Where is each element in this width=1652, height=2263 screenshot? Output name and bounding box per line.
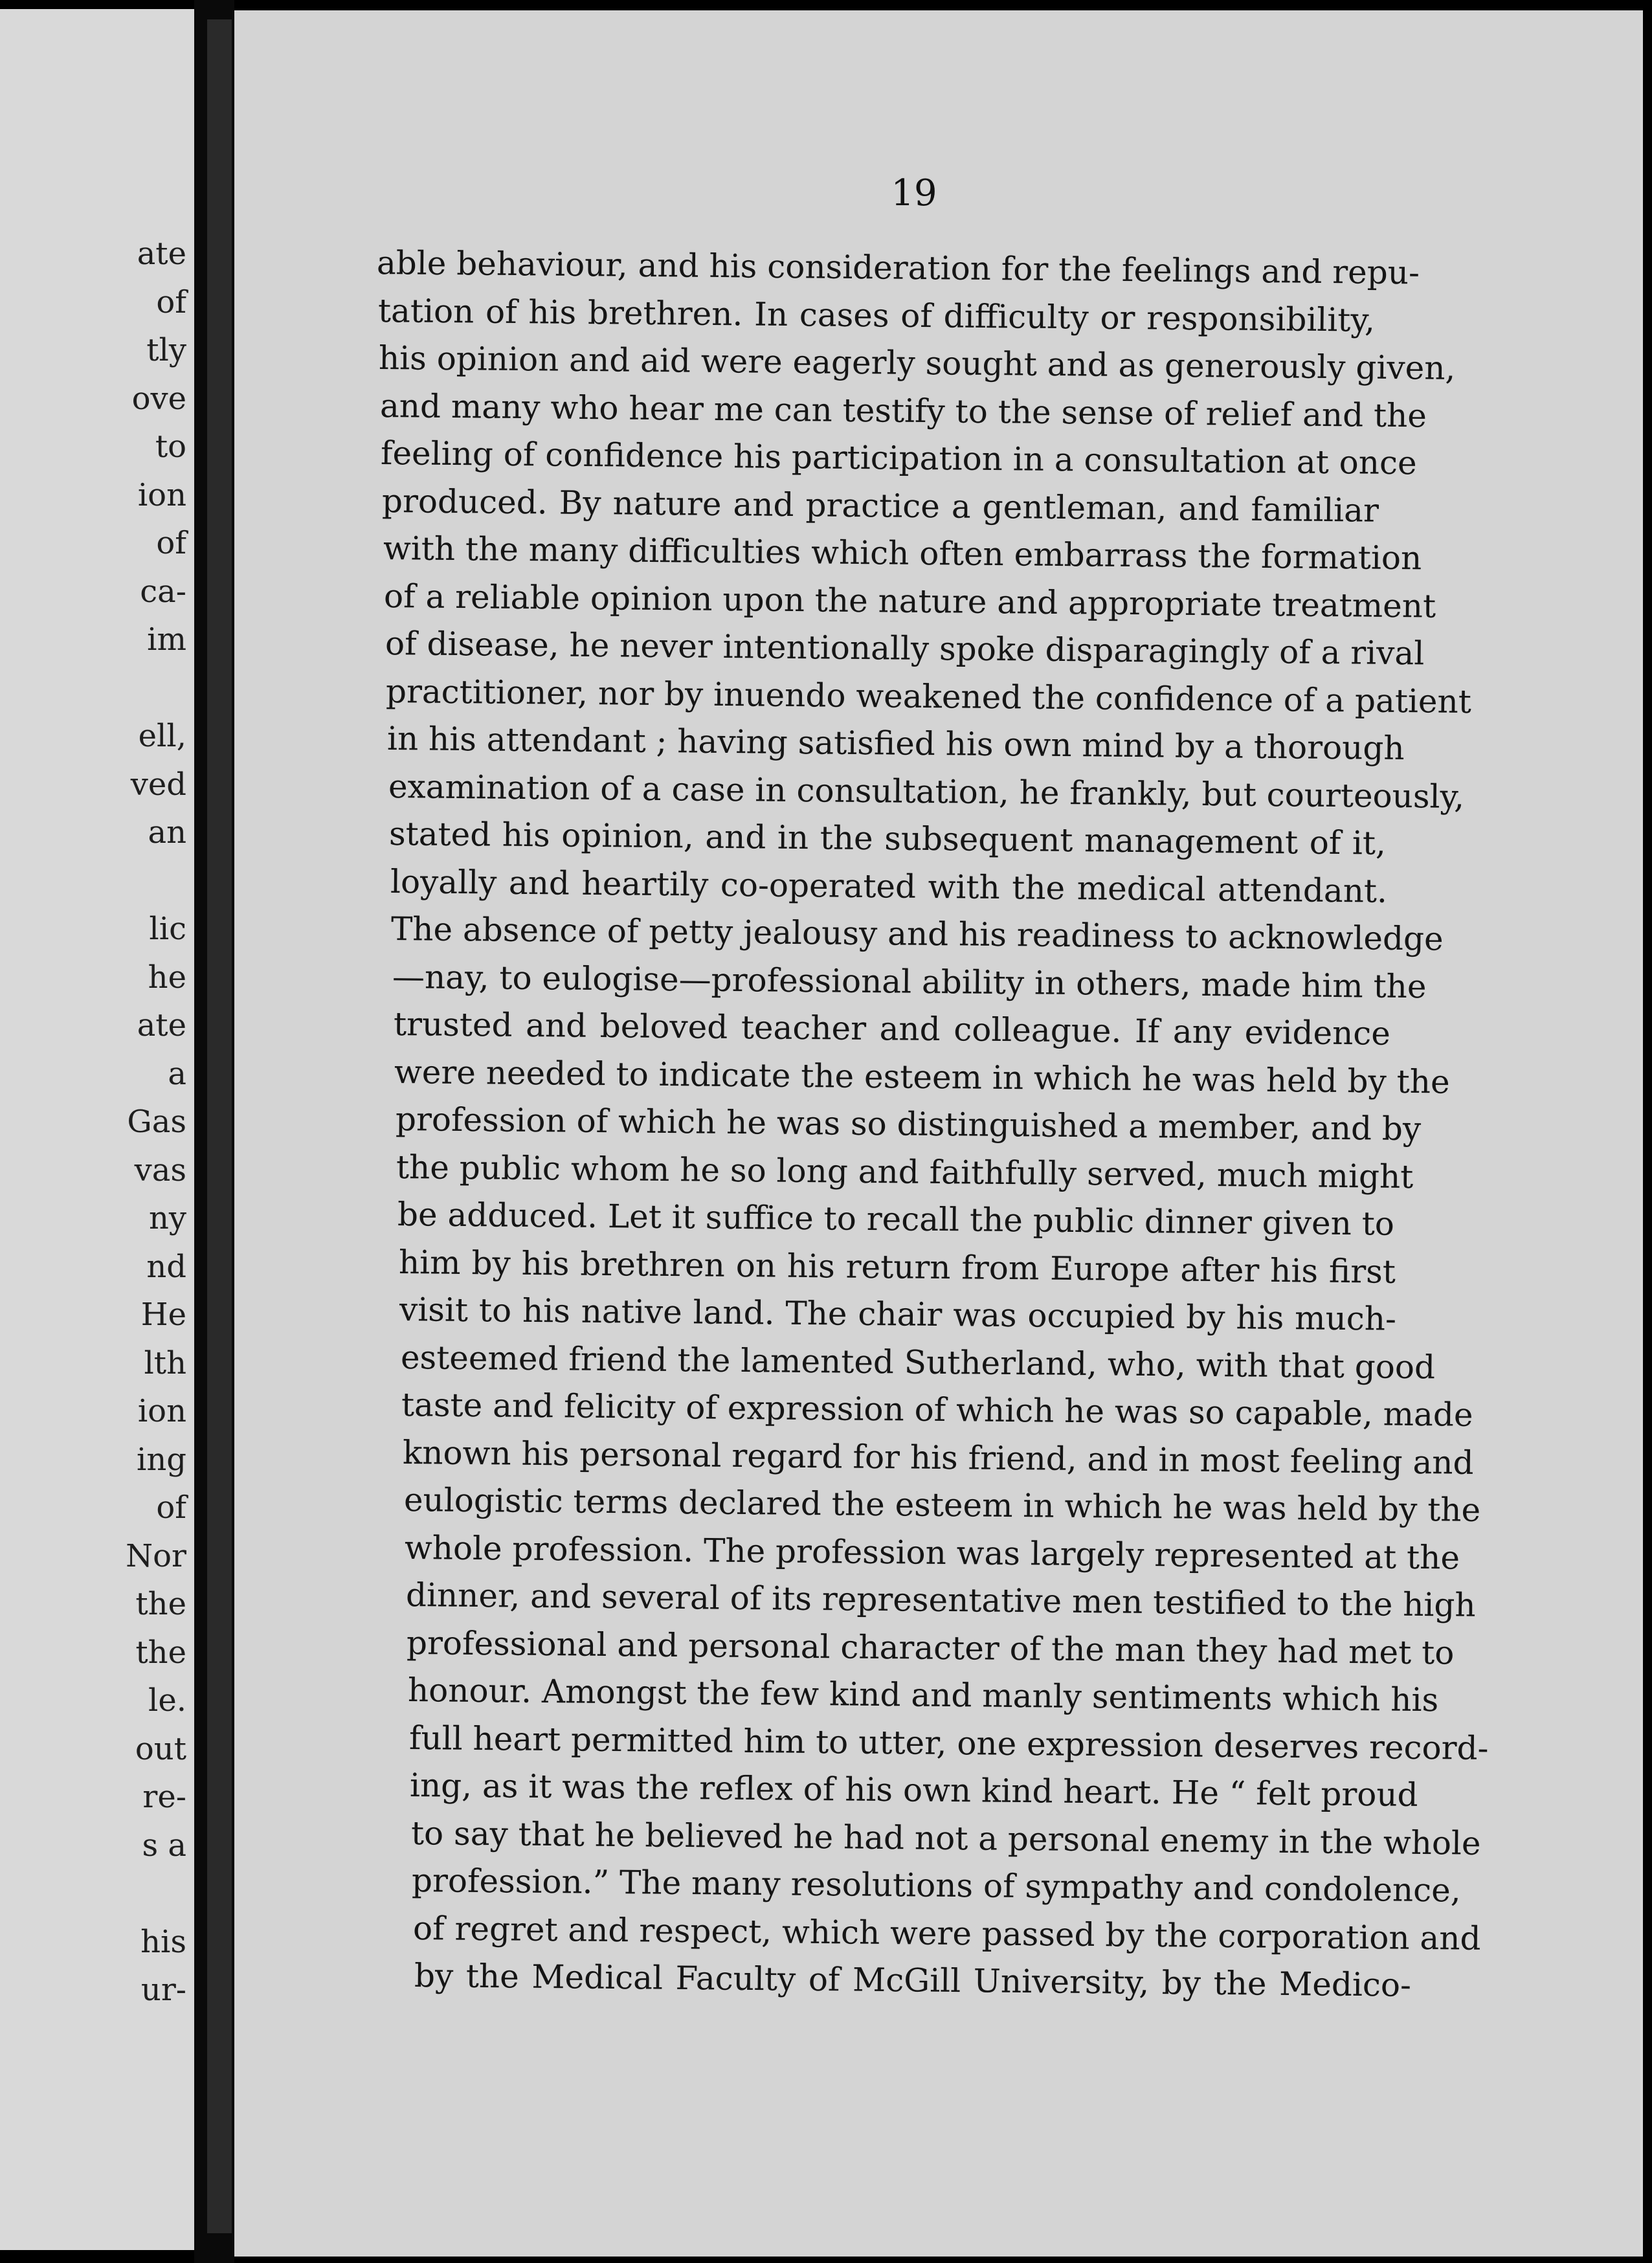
previous-page-line: vas <box>134 1152 186 1188</box>
previous-page-line: ny <box>148 1200 186 1236</box>
previous-page-line: ur- <box>140 1972 186 2008</box>
previous-page-line: tly <box>146 332 186 368</box>
previous-page-line: lth <box>144 1344 186 1381</box>
text-line: visit to his native land. The chair was occupied by his much- <box>399 1291 1397 1338</box>
text-line: whole profession. The profession was largely represented at the <box>404 1528 1460 1577</box>
text-line: tation of his brethren. In cases of difficulty or responsibility, <box>377 291 1376 339</box>
previous-page-line: nd <box>146 1248 186 1285</box>
previous-page-line: of <box>156 284 186 320</box>
text-line: him by his brethren on his return from Europe after his first <box>398 1243 1396 1291</box>
text-line: by the Medical Faculty of McGill University, by the Medico- <box>414 1957 1412 2004</box>
previous-page-line: ove <box>131 380 186 417</box>
previous-page-line: ing <box>137 1441 186 1478</box>
text-line: examination of a case in consultation, he frankly, but courteously, <box>388 767 1465 816</box>
previous-page-line: ate <box>137 236 186 272</box>
text-line: to say that he believed he had not a personal enemy in the whole <box>410 1814 1481 1862</box>
previous-page-line: ca- <box>140 573 186 610</box>
previous-page-line: Gas <box>127 1104 186 1140</box>
text-line: eulogistic terms declared the esteem in which he was held by the <box>403 1481 1481 1529</box>
page-number: 19 <box>891 172 937 214</box>
text-line: be adduced. Let it suffice to recall the public dinner given to <box>397 1196 1395 1243</box>
text-line: of regret and respect, which were passed by the corporation and <box>412 1909 1481 1957</box>
previous-page-line: out <box>135 1730 186 1767</box>
text-line: of disease, he never intentionally spoke disparagingly of a rival <box>385 625 1425 673</box>
previous-page-line: He <box>140 1297 186 1333</box>
previous-page-line: s a <box>142 1827 186 1864</box>
text-line: with the many difficulties which often embarrass the formation <box>383 530 1422 577</box>
previous-page-line: to <box>155 429 186 465</box>
previous-page-fragment <box>0 9 194 2250</box>
previous-page-line: re- <box>142 1779 186 1815</box>
previous-page-line: he <box>148 959 186 996</box>
previous-page-line: of <box>156 525 186 561</box>
previous-page-line: ate <box>137 1007 186 1043</box>
text-line: known his personal regard for his friend, and in most feeling and <box>402 1433 1474 1482</box>
previous-page-line: lic <box>149 911 186 947</box>
text-line: profession of which he was so distinguished a member, and by <box>395 1100 1422 1148</box>
previous-page-line: le. <box>148 1682 186 1719</box>
previous-page-line: ell, <box>138 718 186 754</box>
text-line: —nay, to eulogise—professional ability in others, made him the <box>392 957 1427 1005</box>
previous-page-line: the <box>135 1634 186 1671</box>
text-line: professional and personal character of the man they had met to <box>406 1623 1455 1672</box>
text-line: The absence of petty jealousy and his readiness to acknowledge <box>390 910 1444 958</box>
text-line: loyally and heartily co-operated with the medical attendant. <box>390 862 1388 910</box>
text-line: esteemed friend the lamented Sutherland, who, with that good <box>400 1338 1436 1386</box>
previous-page-line: of <box>156 1489 186 1526</box>
previous-page-line: his <box>140 1923 186 1960</box>
text-line: practitioner, nor by inuendo weakened the confidence of a patient <box>385 672 1472 720</box>
previous-page-line: ved <box>130 766 186 803</box>
text-line: able behaviour, and his consideration for the feelings and repu- <box>376 244 1420 292</box>
text-line: trusted and beloved teacher and colleague. If any evidence <box>393 1005 1391 1053</box>
previous-page-line: an <box>148 814 186 851</box>
scanned-page <box>234 10 1643 2257</box>
previous-page-line: a <box>168 1055 186 1092</box>
text-line: stated his opinion, and in the subsequent management of it, <box>388 815 1387 862</box>
previous-page-line: ion <box>137 476 186 513</box>
spine-shadow <box>207 19 232 2233</box>
previous-page-line: ion <box>137 1393 186 1429</box>
text-line: of a reliable opinion upon the nature and appropriate treatment <box>383 577 1436 625</box>
text-line: were needed to indicate the esteem in which he was held by the <box>394 1053 1450 1101</box>
text-line: profession.” The many resolutions of sympathy and condolence, <box>411 1862 1461 1910</box>
text-line: ing, as it was the reflex of his own kind heart. He “ felt proud <box>409 1767 1418 1814</box>
text-line: in his attendant ; having satisfied his own mind by a thorough <box>386 720 1405 768</box>
previous-page-line: the <box>135 1586 186 1622</box>
text-line: full heart permitted him to utter, one expression deserves record- <box>408 1719 1489 1767</box>
text-line: honour. Amongst the few kind and manly sentiments which his <box>407 1671 1439 1719</box>
text-line: and many who hear me can testify to the sense of relief and the <box>379 386 1427 435</box>
previous-page-line: Nor <box>126 1537 186 1574</box>
text-line: dinner, and several of its representative men testified to the high <box>405 1576 1476 1624</box>
text-line: his opinion and aid were eagerly sought and as generously given, <box>378 339 1456 387</box>
previous-page-line: im <box>147 621 186 658</box>
text-line: feeling of confidence his participation in a consultation at once <box>380 434 1417 482</box>
text-line: the public whom he so long and faithfully served, much might <box>396 1148 1414 1196</box>
text-line: taste and felicity of expression of which he was so capable, made <box>401 1386 1473 1434</box>
text-line: produced. By nature and practice a gentleman, and familiar <box>381 482 1379 530</box>
